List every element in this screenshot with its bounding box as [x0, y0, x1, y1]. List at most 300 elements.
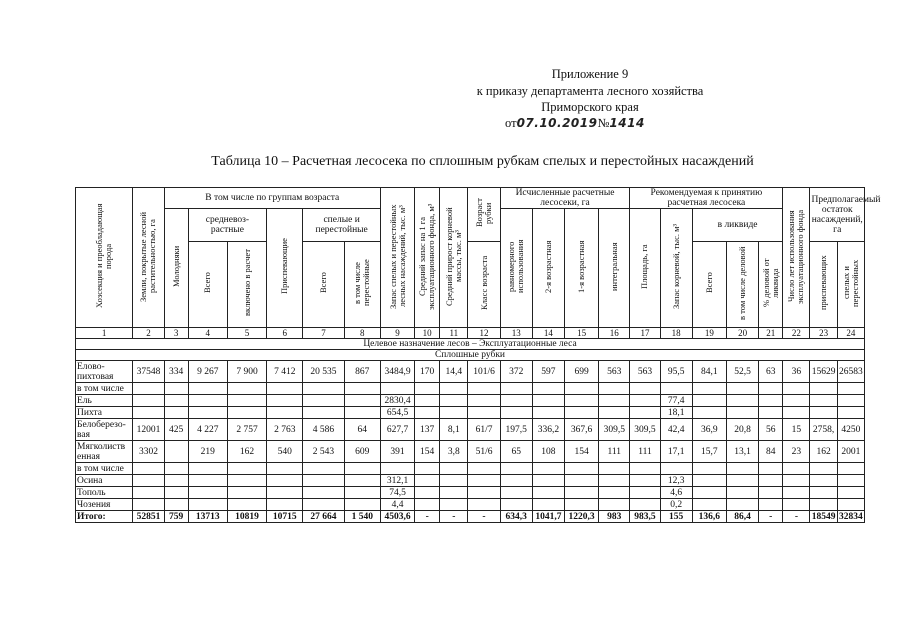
table-cell [133, 499, 164, 511]
table-cell [759, 487, 783, 499]
table-cell [837, 499, 864, 511]
table-cell [303, 383, 344, 395]
table-cell [415, 475, 440, 487]
table-cell: 983 [599, 511, 630, 523]
table-cell: 2758, [810, 419, 837, 441]
table-cell: 334 [164, 361, 188, 383]
order-date-line [505, 116, 645, 131]
table-cell: 42,4 [660, 419, 692, 441]
column-number: 22 [783, 328, 810, 339]
table-cell: 309,5 [599, 419, 630, 441]
table-cell [810, 383, 837, 395]
column-number: 20 [726, 328, 758, 339]
header-cell: включено в расчет [227, 242, 266, 328]
column-number: 8 [344, 328, 380, 339]
table-cell [599, 383, 630, 395]
row-label: Чозения [76, 499, 133, 511]
table-cell [837, 383, 864, 395]
table-cell [500, 395, 532, 407]
appendix-region: Приморского края [541, 100, 639, 114]
table-cell [759, 499, 783, 511]
table-cell: 4250 [837, 419, 864, 441]
column-number: 19 [692, 328, 726, 339]
header-cell: в том числе деловой [726, 242, 758, 328]
column-number: 16 [599, 328, 630, 339]
table-cell [783, 475, 810, 487]
table-row [76, 383, 865, 395]
column-number: 1 [76, 328, 133, 339]
table-cell [415, 395, 440, 407]
table-cell [303, 487, 344, 499]
table-cell [810, 463, 837, 475]
table-cell [630, 395, 660, 407]
table-cell [726, 383, 758, 395]
table-cell [227, 407, 266, 419]
column-number: 12 [468, 328, 500, 339]
row-label: Итого: [76, 511, 133, 523]
table-cell: 37548 [133, 361, 164, 383]
table-cell: 2 763 [267, 419, 303, 441]
header-cell: Запас корневой, тыс. м³ [660, 209, 692, 328]
table-cell: 111 [630, 441, 660, 463]
table-cell [759, 407, 783, 419]
table-cell: 15629 [810, 361, 837, 383]
table-cell: 63 [759, 361, 783, 383]
table-cell: 219 [188, 441, 227, 463]
table-cell [810, 487, 837, 499]
table-cell: 32834 [838, 511, 863, 522]
table-cell [227, 463, 266, 475]
column-number: 24 [837, 328, 864, 339]
header-cell: Земли, покрытые лесной растительностью, га [133, 188, 164, 328]
handwritten-number: 1414 [609, 116, 645, 130]
table-cell [726, 407, 758, 419]
table-cell [344, 499, 380, 511]
table-cell [468, 383, 500, 395]
table-cell [468, 463, 500, 475]
row-label: в том числе [76, 463, 133, 475]
table-cell: 13713 [188, 511, 227, 523]
table-cell: 7 412 [267, 361, 303, 383]
table-cell [415, 499, 440, 511]
table-cell [726, 475, 758, 487]
table-cell: 309,5 [630, 419, 660, 441]
table-row [76, 511, 865, 523]
table-cell: 7 900 [227, 361, 266, 383]
table-cell: 1 540 [344, 511, 380, 523]
table-cell: 23 [783, 441, 810, 463]
table-cell [532, 407, 564, 419]
table-cell [164, 441, 188, 463]
column-number-row [76, 328, 865, 339]
table-cell: 17,1 [660, 441, 692, 463]
table-cell [564, 475, 598, 487]
table-cell [303, 499, 344, 511]
row-label: Мягколиств енная [76, 441, 133, 463]
table-cell [440, 407, 468, 419]
table-cell: 2001 [837, 441, 864, 463]
header-cell: Приспевающие [267, 209, 303, 328]
table-cell: 13,1 [726, 441, 758, 463]
table-cell [164, 475, 188, 487]
table-cell [692, 407, 726, 419]
table-cell [837, 395, 864, 407]
header-cell: Рекомендуемая к принятию расчетная лесосека [630, 188, 783, 209]
table-cell [630, 383, 660, 395]
table-cell [564, 395, 598, 407]
table-cell [133, 383, 164, 395]
table-cell [227, 487, 266, 499]
table-cell [837, 487, 864, 499]
table-cell [692, 463, 726, 475]
column-number: 2 [133, 328, 164, 339]
row-label: Ель [76, 395, 133, 407]
table-cell: 15,7 [692, 441, 726, 463]
table-cell: - [415, 511, 440, 523]
table-cell: 36 [783, 361, 810, 383]
table-cell: 170 [415, 361, 440, 383]
table-row [76, 463, 865, 475]
table-cell [188, 463, 227, 475]
section-purpose-row [76, 339, 865, 350]
table-cell: 759 [164, 511, 188, 523]
table-cell [267, 383, 303, 395]
table-cell [344, 475, 380, 487]
table-cell [440, 487, 468, 499]
table-cell [344, 383, 380, 395]
table-cell [133, 487, 164, 499]
table-cell [188, 383, 227, 395]
table-title: Таблица 10 – Расчетная лесосека по сплошным рубкам спелых и перестойных насаждений [211, 154, 754, 169]
table-cell: 137 [415, 419, 440, 441]
table-cell [599, 487, 630, 499]
column-number: 17 [630, 328, 660, 339]
table-cell [415, 463, 440, 475]
table-cell [380, 383, 414, 395]
table-cell [468, 487, 500, 499]
date-prefix: от [505, 116, 517, 130]
table-cell [660, 463, 692, 475]
column-number: 14 [532, 328, 564, 339]
table-cell [303, 475, 344, 487]
table-cell [267, 499, 303, 511]
header-cell: средневоз-растные [188, 209, 266, 242]
row-label: Осина [76, 475, 133, 487]
table-cell [726, 499, 758, 511]
table-cell: 391 [380, 441, 414, 463]
table-cell [783, 487, 810, 499]
table-cell [415, 487, 440, 499]
appendix-order: к приказу департамента лесного хозяйства [476, 84, 704, 98]
table-cell: 983,5 [630, 511, 660, 523]
table-cell [227, 499, 266, 511]
header-cell: спелых и перестойных [837, 242, 864, 328]
table-cell: - [440, 511, 468, 523]
table-cell [415, 383, 440, 395]
table-cell: 3,8 [440, 441, 468, 463]
table-cell [468, 499, 500, 511]
column-number: 7 [303, 328, 344, 339]
header-cell: равномерного использования [500, 209, 532, 328]
number-prefix: № [597, 116, 610, 130]
table-cell [783, 407, 810, 419]
table-cell: 56 [759, 419, 783, 441]
table-cell [810, 499, 837, 511]
row-label: в том числе [76, 383, 133, 395]
header-cell: Предполагаемый остаток насаждений, га [810, 188, 865, 242]
table-cell [133, 463, 164, 475]
header-cell: Класс возраста [468, 242, 500, 328]
table-cell [630, 463, 660, 475]
table-cell: 18,1 [660, 407, 692, 419]
table-cell [500, 383, 532, 395]
table-cell: 2 757 [227, 419, 266, 441]
table-cell [532, 487, 564, 499]
section-cut-row [76, 350, 865, 361]
table-cell: 4,4 [380, 499, 414, 511]
table-cell [303, 407, 344, 419]
table-cell: 86,4 [726, 511, 758, 523]
table-cell: 10715 [267, 511, 303, 523]
table-cell: 61/7 [468, 419, 500, 441]
table-cell: 108 [532, 441, 564, 463]
table-cell [440, 499, 468, 511]
table-cell [227, 383, 266, 395]
table-cell: 627,7 [380, 419, 414, 441]
table-cell [164, 463, 188, 475]
header-cell: в ликвиде [692, 209, 783, 242]
table-cell [759, 475, 783, 487]
table-cell [564, 407, 598, 419]
table-cell: 26583 [837, 361, 864, 383]
table-cell: 20 535 [303, 361, 344, 383]
table-cell: 2830,4 [380, 395, 414, 407]
header-cell: 2-я возрастная [532, 209, 564, 328]
table-cell [344, 463, 380, 475]
table-cell [630, 499, 660, 511]
table-cell [726, 395, 758, 407]
table-row [76, 487, 865, 499]
table-cell: 367,6 [564, 419, 598, 441]
table-cell: 20,8 [726, 419, 758, 441]
table-cell [267, 395, 303, 407]
table-cell [532, 395, 564, 407]
table-cell: 111 [599, 441, 630, 463]
column-number: 5 [227, 328, 266, 339]
table-cell [726, 463, 758, 475]
table-cell: 563 [599, 361, 630, 383]
table-cell [133, 407, 164, 419]
table-cell: 36,9 [692, 419, 726, 441]
header-cell: интегральная [599, 209, 630, 328]
column-number: 18 [660, 328, 692, 339]
table-row [76, 441, 865, 463]
table-cell [500, 499, 532, 511]
table-cell [188, 407, 227, 419]
table-cell [564, 487, 598, 499]
column-number: 15 [564, 328, 598, 339]
table-cell [344, 395, 380, 407]
table-cell: 8,1 [440, 419, 468, 441]
table-cell: 18549 [811, 511, 836, 522]
table-cell: 372 [500, 361, 532, 383]
table-cell [344, 407, 380, 419]
table-cell: 154 [564, 441, 598, 463]
table-cell [267, 487, 303, 499]
row-label: Елово-пихтовая [76, 361, 133, 383]
column-number: 6 [267, 328, 303, 339]
table-cell: 197,5 [500, 419, 532, 441]
column-number: 11 [440, 328, 468, 339]
table-cell: 0,2 [660, 499, 692, 511]
table-cell [599, 463, 630, 475]
table-cell [564, 383, 598, 395]
table-cell [599, 407, 630, 419]
table-cell: 312,1 [380, 475, 414, 487]
header-cell: % деловой от ликвида [759, 242, 783, 328]
table-cell: 597 [532, 361, 564, 383]
table-cell: 699 [564, 361, 598, 383]
table-cell [783, 463, 810, 475]
table-cell: - [468, 511, 500, 523]
table-cell [380, 463, 414, 475]
table-cell [660, 383, 692, 395]
table-cell: 9 267 [188, 361, 227, 383]
table-cell: 74,5 [380, 487, 414, 499]
table-cell [468, 407, 500, 419]
table-row [76, 395, 865, 407]
table-cell: 154 [415, 441, 440, 463]
table-cell [692, 499, 726, 511]
table-cell: 84,1 [692, 361, 726, 383]
table-row [76, 419, 865, 441]
table-cell: 12,3 [660, 475, 692, 487]
table-cell [227, 475, 266, 487]
table-cell [344, 487, 380, 499]
table-cell [692, 383, 726, 395]
header-cell: Площадь, га [630, 209, 660, 328]
table-cell [630, 487, 660, 499]
table-cell: 77,4 [660, 395, 692, 407]
column-number: 4 [188, 328, 227, 339]
table-cell [630, 407, 660, 419]
table-cell [188, 499, 227, 511]
table-row [76, 407, 865, 419]
table-cell [164, 395, 188, 407]
header-cell: Исчисленные расчетные лесосеки, га [500, 188, 630, 209]
table-cell [468, 475, 500, 487]
header-cell: спелые и перестойные [303, 209, 381, 242]
header-cell: Средний прирост корневой массы, тыс. м³ [440, 188, 468, 328]
header-cell: Хозсекция и преобладающая порода [76, 188, 133, 328]
table-cell [468, 395, 500, 407]
section-purpose: Целевое назначение лесов – Эксплуатационные леса [76, 339, 865, 350]
header-cell: Всего [692, 242, 726, 328]
table-cell: 4,6 [660, 487, 692, 499]
column-number: 13 [500, 328, 532, 339]
table-cell [564, 499, 598, 511]
table-cell: 52851 [133, 511, 164, 523]
table-cell: 654,5 [380, 407, 414, 419]
table-cell: 540 [267, 441, 303, 463]
table-cell [692, 487, 726, 499]
table-cell [599, 499, 630, 511]
table-cell [133, 475, 164, 487]
table-cell: 12001 [133, 419, 164, 441]
table-cell [692, 395, 726, 407]
header-cell: Средний запас на 1 га эксплуатационного фонда, м³ [415, 188, 440, 328]
table-cell: 136,6 [692, 511, 726, 523]
table-cell: 4 586 [303, 419, 344, 441]
table-cell [532, 499, 564, 511]
table-cell [440, 475, 468, 487]
table-cell [227, 395, 266, 407]
header-cell: Всего [188, 242, 227, 328]
table-cell [783, 499, 810, 511]
table-cell [532, 475, 564, 487]
table-cell [532, 383, 564, 395]
column-number: 10 [415, 328, 440, 339]
table-cell [164, 383, 188, 395]
table-cell [759, 463, 783, 475]
table-cell [440, 463, 468, 475]
table-row [76, 361, 865, 383]
table-cell: 64 [344, 419, 380, 441]
table-cell [164, 499, 188, 511]
table-cell [188, 475, 227, 487]
column-number: 23 [810, 328, 837, 339]
table-row [76, 499, 865, 511]
table-cell: 65 [500, 441, 532, 463]
table-cell [133, 395, 164, 407]
row-label: Тополь [76, 487, 133, 499]
table-cell [303, 395, 344, 407]
table-cell [303, 463, 344, 475]
header-cell: В том числе по группам возраста [164, 188, 380, 209]
header-row-1 [76, 188, 865, 209]
column-number: 9 [380, 328, 414, 339]
header-cell: в том числе перестойные [344, 242, 380, 328]
table-cell [188, 487, 227, 499]
table-cell [267, 463, 303, 475]
table-cell [500, 487, 532, 499]
table-cell: 4 227 [188, 419, 227, 441]
table-cell [188, 395, 227, 407]
header-cell: Возраст рубки [468, 188, 500, 242]
table-cell [599, 395, 630, 407]
table-cell [500, 475, 532, 487]
table-cell: 14,4 [440, 361, 468, 383]
header-cell: Запас спелых и перестойных лесных насаждений, тыс. м³ [380, 188, 414, 328]
appendix-number: Приложение 9 [551, 67, 629, 81]
table-cell: 162 [810, 441, 837, 463]
table-cell: 634,3 [500, 511, 532, 523]
table-cell [532, 463, 564, 475]
table-cell: 563 [630, 361, 660, 383]
row-label: Белоберезо-вая [76, 419, 133, 441]
table-cell [440, 383, 468, 395]
table-cell: 867 [344, 361, 380, 383]
table-cell [783, 395, 810, 407]
table-cell: 95,5 [660, 361, 692, 383]
table-cell [810, 475, 837, 487]
table-cell [759, 395, 783, 407]
table-cell: 162 [227, 441, 266, 463]
table-cell: 84 [759, 441, 783, 463]
table-row [76, 475, 865, 487]
header-row-3 [76, 242, 865, 328]
header-cell: приспевающих [810, 242, 837, 328]
